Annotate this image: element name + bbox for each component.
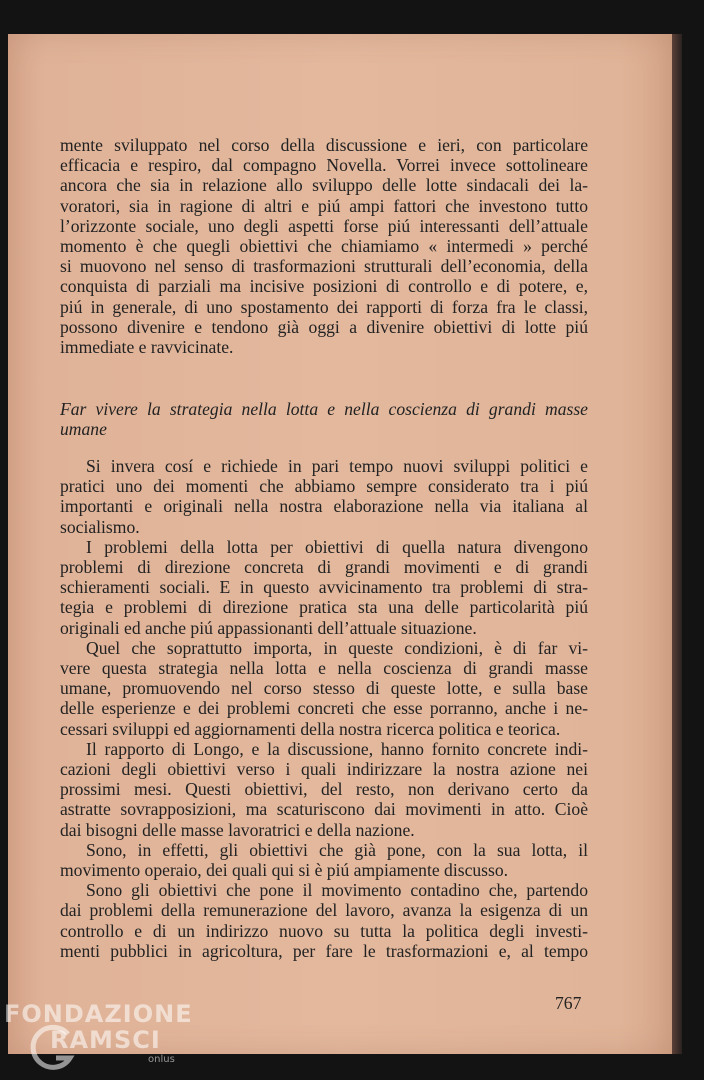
text-line: cessari sviluppi ed aggiornamenti della nostra ricerca politica e teorica.	[60, 718, 561, 739]
text-line: tegia e problemi di direzione pratica sta una delle particolarità piú	[60, 597, 588, 618]
text-line: efficacia e respiro, dal compagno Novella. Vorrei invece sottolineare	[60, 155, 588, 176]
page-edge-shadow	[672, 34, 682, 1054]
text-line: dai problemi della remunerazione del lavoro, avanza la esigenza di un	[60, 900, 588, 921]
page-number: 767	[555, 993, 582, 1013]
text-line: movimento operaio, dei quali qui si è piú ampiamente discusso.	[60, 860, 509, 881]
text-line: problemi di direzione concreta di grandi movimenti e di grandi	[60, 557, 588, 578]
watermark-line1: FONDAZIONE	[4, 1000, 193, 1028]
text-line: immediate e ravvicinate.	[60, 337, 234, 358]
text-line: Il rapporto di Longo, e la discussione, hanno fornito concrete indi-	[86, 738, 588, 759]
book-page	[8, 34, 672, 1054]
text-line: importanti e originali nella nostra elaborazione nella via italiana al	[60, 496, 588, 517]
text-line: l’orizzonte sociale, uno degli aspetti forse piú interessanti dell’attuale	[60, 215, 588, 236]
text-line: Sono gli obiettivi che pone il movimento contadino che, partendo	[86, 880, 588, 901]
text-line: astratte sovrapposizioni, ma scaturiscono dai movimenti in atto. Cioè	[60, 799, 588, 820]
text-line: piú in generale, di uno spostamento dei rapporti di forza fra le classi,	[60, 296, 588, 317]
section-heading	[60, 399, 588, 439]
text-line: momento è che quegli obiettivi che chiamiamo « intermedi » perché	[60, 236, 588, 257]
watermark-suffix: onlus	[148, 1054, 175, 1065]
text-line: delle esperienze e dei problemi concreti che esse porranno, anche i ne-	[60, 698, 588, 719]
text-line: socialismo.	[60, 516, 140, 537]
text-line: dai bisogni delle masse lavoratrici e della nazione.	[60, 819, 415, 840]
text-line: originali ed anche piú appassionanti dell’attuale situazione.	[60, 617, 477, 638]
text-line: pratici uno dei momenti che abbiamo sempre considerato tra i piú	[60, 476, 588, 497]
text-line: mente sviluppato nel corso della discussione e ieri, con particolare	[60, 135, 588, 155]
text-line: vere questa strategia nella lotta e nella coscienza di grandi masse	[60, 658, 588, 679]
text-line: Quel che soprattutto importa, in queste condizioni, è di far vi-	[86, 637, 588, 658]
paragraph-top	[60, 135, 588, 357]
text-line: conquista di parziali ma incisive posizioni di controllo e di potere, e,	[60, 276, 588, 297]
text-line: Sono, in effetti, gli obiettivi che già pone, con la sua lotta, il	[86, 839, 588, 860]
text-line: cazioni degli obiettivi verso i quali indirizzare la nostra azione nei	[60, 759, 588, 780]
text-line: schieramenti sociali. E in questo avvicinamento tra problemi di stra-	[60, 577, 588, 598]
heading-line: umane	[60, 419, 107, 440]
text-line: controllo e di un indirizzo nuovo su tutta la politica degli investi-	[60, 920, 588, 941]
text-line: prossimi mesi. Questi obiettivi, del resto, non derivano certo da	[60, 779, 588, 800]
text-line: si muovono nel senso di trasformazioni strutturali dell’economia, della	[60, 256, 588, 277]
text-line: ancora che sia in relazione allo sviluppo delle lotte sindacali dei la-	[60, 175, 588, 196]
text-line: menti pubblici in agricoltura, per fare le trasformazioni e, al tempo	[60, 940, 588, 961]
heading-line: Far vivere la strategia nella lotta e nella coscienza di grandi masse	[60, 399, 588, 419]
body-text	[60, 456, 588, 961]
watermark-line2: RAMSCI	[50, 1026, 161, 1054]
text-line: umane, promuovendo nel corso stesso di queste lotte, e sulla base	[60, 678, 588, 699]
text-line: I problemi della lotta per obiettivi di quella natura divengono	[86, 536, 588, 557]
watermark-logo	[4, 1000, 204, 1080]
text-line: Si invera cosí e richiede in pari tempo nuovi sviluppi politici e	[86, 456, 588, 476]
text-line: voratori, sia in ragione di altri e piú ampi fattori che investono tutto	[60, 195, 588, 216]
text-line: possono divenire e tendono già oggi a divenire obiettivi di lotte piú	[60, 316, 588, 337]
